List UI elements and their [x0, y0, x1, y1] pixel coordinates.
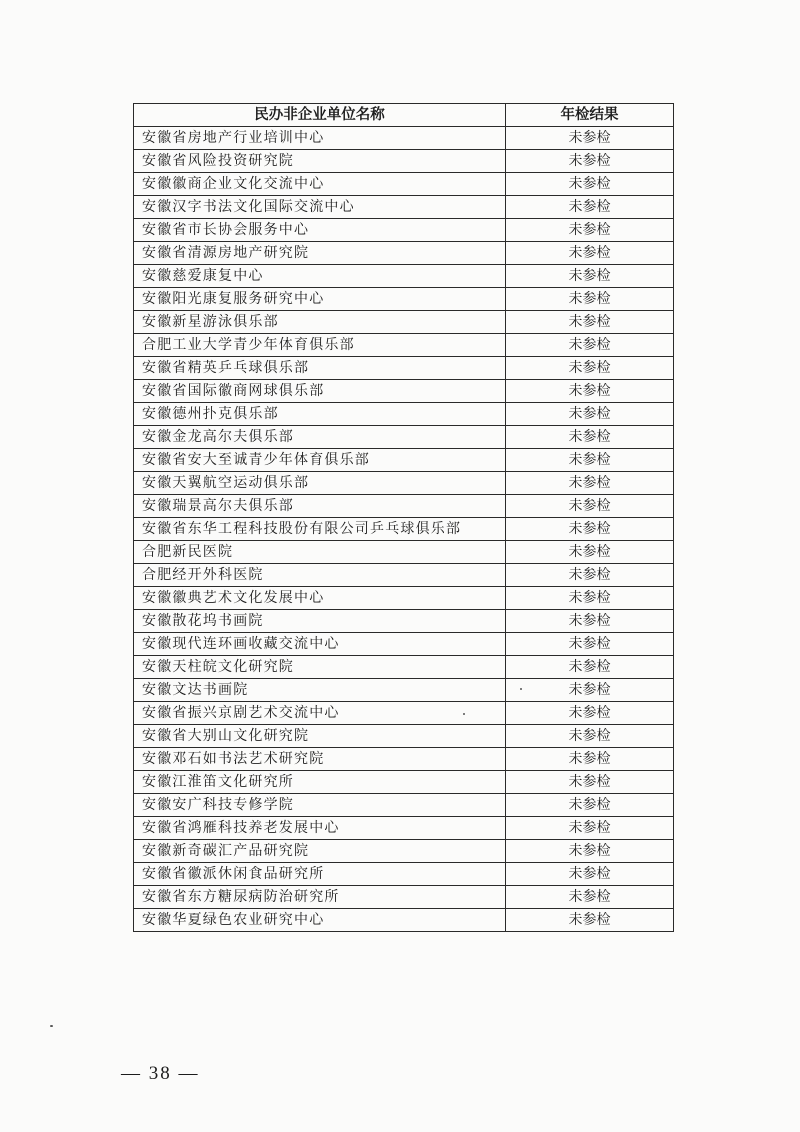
- table-row: [134, 702, 674, 725]
- table-row: [134, 150, 674, 173]
- inspection-result-cell: 未参检: [506, 311, 674, 334]
- scan-speck: [50, 1025, 53, 1027]
- table-row: [134, 794, 674, 817]
- inspection-result-cell: 未参检: [506, 288, 674, 311]
- table-row: [134, 564, 674, 587]
- organization-name-cell: 安徽省东方糖尿病防治研究所: [134, 886, 506, 909]
- organization-name-cell: 安徽省大别山文化研究院: [134, 725, 506, 748]
- organization-name-cell: 安徽现代连环画收藏交流中心: [134, 633, 506, 656]
- table-row: [134, 311, 674, 334]
- organization-name-cell: 安徽省鸿雁科技养老发展中心: [134, 817, 506, 840]
- inspection-result-cell: 未参检: [506, 564, 674, 587]
- table-row: [134, 196, 674, 219]
- annual-inspection-table-container: [133, 103, 674, 932]
- organization-name-cell: 安徽新奇碳汇产品研究院: [134, 840, 506, 863]
- inspection-result-cell: 未参检: [506, 150, 674, 173]
- organization-name-cell: 安徽阳光康复服务研究中心: [134, 288, 506, 311]
- inspection-result-cell: 未参检: [506, 495, 674, 518]
- page-number: — 38 —: [121, 1063, 200, 1084]
- organization-name-cell: 安徽省振兴京剧艺术交流中心: [134, 702, 506, 725]
- table-row: [134, 633, 674, 656]
- inspection-result-cell: 未参检: [506, 863, 674, 886]
- organization-name-cell: 安徽江淮笛文化研究所: [134, 771, 506, 794]
- inspection-result-cell: 未参检: [506, 771, 674, 794]
- scan-speck: [520, 688, 522, 690]
- scan-speck: [463, 713, 465, 715]
- inspection-result-cell: 未参检: [506, 334, 674, 357]
- table-row: [134, 472, 674, 495]
- table-row: [134, 288, 674, 311]
- table-row: [134, 265, 674, 288]
- organization-name-cell: 合肥新民医院: [134, 541, 506, 564]
- inspection-result-cell: 未参检: [506, 702, 674, 725]
- inspection-result-cell: 未参检: [506, 242, 674, 265]
- inspection-result-cell: 未参检: [506, 449, 674, 472]
- table-header-row: [134, 104, 674, 127]
- table-row: [134, 449, 674, 472]
- organization-name-cell: 合肥工业大学青少年体育俱乐部: [134, 334, 506, 357]
- inspection-result-cell: 未参检: [506, 656, 674, 679]
- organization-name-cell: 安徽汉字书法文化国际交流中心: [134, 196, 506, 219]
- table-row: [134, 127, 674, 150]
- table-row: [134, 173, 674, 196]
- inspection-result-cell: 未参检: [506, 265, 674, 288]
- inspection-result-cell: 未参检: [506, 909, 674, 932]
- table-row: [134, 748, 674, 771]
- table-row: [134, 219, 674, 242]
- inspection-result-cell: 未参检: [506, 380, 674, 403]
- organization-name-cell: 安徽新星游泳俱乐部: [134, 311, 506, 334]
- organization-name-cell: 安徽天翼航空运动俱乐部: [134, 472, 506, 495]
- annual-inspection-table: [133, 103, 674, 932]
- organization-name-cell: 安徽省风险投资研究院: [134, 150, 506, 173]
- inspection-result-cell: 未参检: [506, 725, 674, 748]
- inspection-result-cell: 未参检: [506, 840, 674, 863]
- organization-name-cell: 安徽省清源房地产研究院: [134, 242, 506, 265]
- table-row: [134, 840, 674, 863]
- inspection-result-cell: 未参检: [506, 518, 674, 541]
- table-row: [134, 242, 674, 265]
- organization-name-cell: 安徽省房地产行业培训中心: [134, 127, 506, 150]
- organization-name-cell: 安徽省东华工程科技股份有限公司乒乓球俱乐部: [134, 518, 506, 541]
- inspection-result-cell: 未参检: [506, 426, 674, 449]
- organization-name-cell: 安徽徽商企业文化交流中心: [134, 173, 506, 196]
- table-row: [134, 610, 674, 633]
- table-row: [134, 817, 674, 840]
- table-row: [134, 725, 674, 748]
- organization-name-cell: 安徽天柱皖文化研究院: [134, 656, 506, 679]
- inspection-result-cell: 未参检: [506, 403, 674, 426]
- inspection-result-cell: 未参检: [506, 173, 674, 196]
- organization-name-cell: 安徽徽典艺术文化发展中心: [134, 587, 506, 610]
- table-row: [134, 771, 674, 794]
- organization-name-cell: 安徽省徽派休闲食品研究所: [134, 863, 506, 886]
- inspection-result-cell: 未参检: [506, 357, 674, 380]
- inspection-result-cell: 未参检: [506, 127, 674, 150]
- organization-name-cell: 安徽瑞景高尔夫俱乐部: [134, 495, 506, 518]
- inspection-result-cell: 未参检: [506, 219, 674, 242]
- inspection-result-cell: 未参检: [506, 679, 674, 702]
- inspection-result-cell: 未参检: [506, 633, 674, 656]
- organization-name-cell: 安徽省安大至诚青少年体育俱乐部: [134, 449, 506, 472]
- table-row: [134, 380, 674, 403]
- organization-name-cell: 安徽华夏绿色农业研究中心: [134, 909, 506, 932]
- organization-name-cell: 安徽安广科技专修学院: [134, 794, 506, 817]
- table-row: [134, 886, 674, 909]
- inspection-result-cell: 未参检: [506, 886, 674, 909]
- table-row: [134, 587, 674, 610]
- inspection-result-cell: 未参检: [506, 587, 674, 610]
- inspection-result-cell: 未参检: [506, 541, 674, 564]
- inspection-result-cell: 未参检: [506, 794, 674, 817]
- organization-name-cell: 安徽金龙高尔夫俱乐部: [134, 426, 506, 449]
- organization-name-cell: 安徽文达书画院: [134, 679, 506, 702]
- table-row: [134, 357, 674, 380]
- table-row: [134, 334, 674, 357]
- organization-name-cell: 合肥经开外科医院: [134, 564, 506, 587]
- organization-name-cell: 安徽慈爱康复中心: [134, 265, 506, 288]
- organization-name-cell: 安徽省国际徽商网球俱乐部: [134, 380, 506, 403]
- table-row: [134, 426, 674, 449]
- organization-name-cell: 安徽德州扑克俱乐部: [134, 403, 506, 426]
- table-body: [134, 127, 674, 932]
- table-row: [134, 863, 674, 886]
- table-row: [134, 909, 674, 932]
- table-row: [134, 495, 674, 518]
- table-row: [134, 656, 674, 679]
- table-row: [134, 403, 674, 426]
- organization-name-cell: 安徽散花坞书画院: [134, 610, 506, 633]
- inspection-result-cell: 未参检: [506, 472, 674, 495]
- table-row: [134, 541, 674, 564]
- header-inspection-result: 年检结果: [506, 104, 674, 127]
- organization-name-cell: 安徽邓石如书法艺术研究院: [134, 748, 506, 771]
- organization-name-cell: 安徽省市长协会服务中心: [134, 219, 506, 242]
- inspection-result-cell: 未参检: [506, 610, 674, 633]
- inspection-result-cell: 未参检: [506, 817, 674, 840]
- header-organization-name: 民办非企业单位名称: [134, 104, 506, 127]
- table-row: [134, 518, 674, 541]
- organization-name-cell: 安徽省精英乒乓球俱乐部: [134, 357, 506, 380]
- inspection-result-cell: 未参检: [506, 196, 674, 219]
- inspection-result-cell: 未参检: [506, 748, 674, 771]
- table-row: [134, 679, 674, 702]
